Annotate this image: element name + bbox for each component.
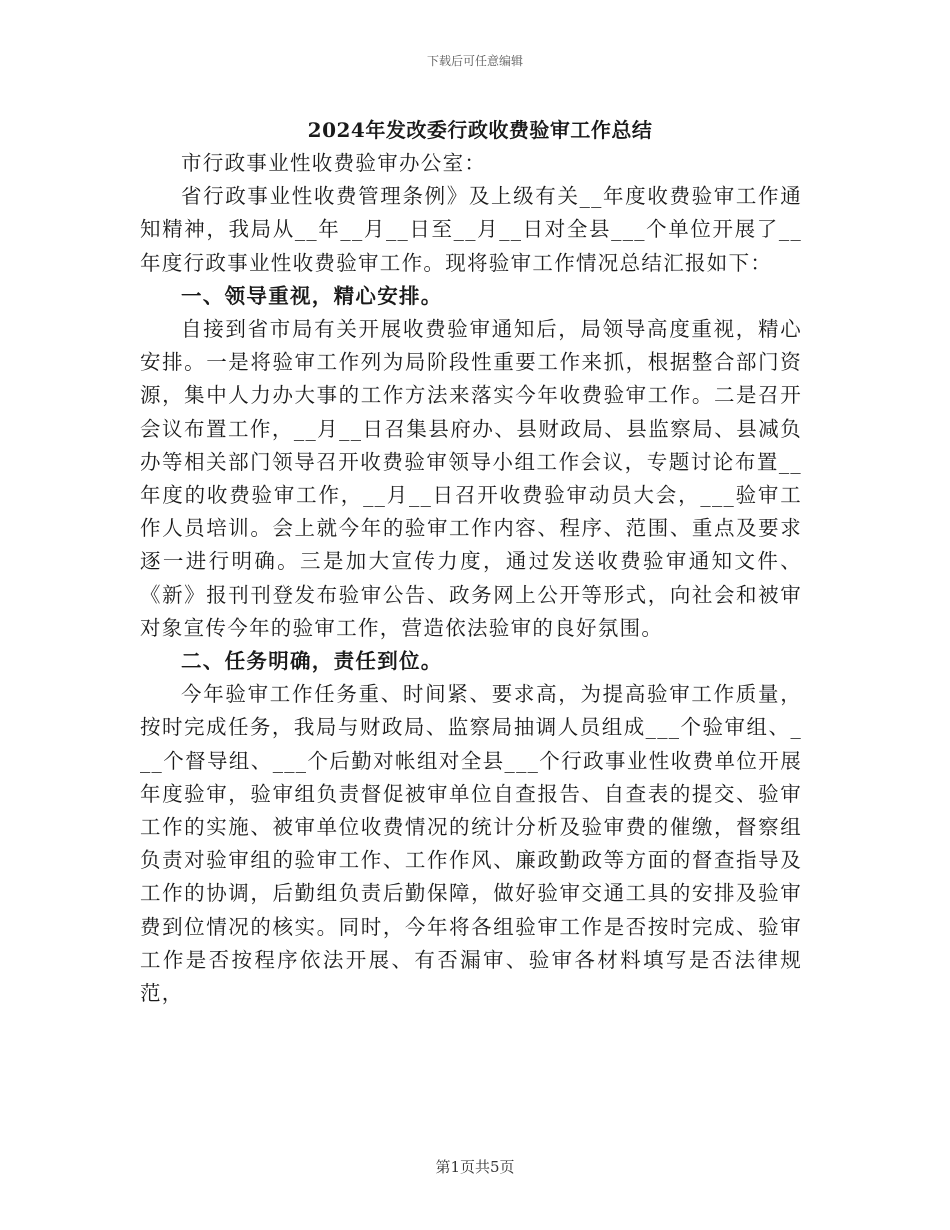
section-2-paragraph: 今年验审工作任务重、时间紧、要求高，为提高验审工作质量，按时完成任务，我局与财政局、监察局抽调人员组成___个验审组、___个督导组、___个后勤对帐组对全县___个行政事业性收费单位开展年度验审，验审组负责督促被审单位自查报告、自查表的提交、验审工作的实施、被审单位收费情况的统计分析及验审费的催缴，督察组负责对验审组的验审工作、工作作风、廉政勤政等方面的督查指导及工作的协调，后勤组负责后勤保障，做好验审交通工具的安排及验审费到位情况的核实。同时，今年将各组验审工作是否按时完成、验审工作是否按程序依法开展、有否漏审、验审各材料填写是否法律规范，	[140, 682, 802, 1006]
addressee-line: 市行政事业性收费验审办公室：	[181, 151, 487, 175]
section-heading-2: 二、任务明确，责任到位。	[181, 649, 443, 674]
document-title: 2024年发改委行政收费验审工作总结	[307, 118, 653, 142]
page-number: 第1页共5页	[435, 1158, 515, 1176]
section-heading-1: 一、领导重视，精心安排。	[181, 283, 443, 308]
page-header-note: 下载后可任意编辑	[426, 54, 523, 68]
section-1-paragraph: 自接到省市局有关开展收费验审通知后，局领导高度重视，精心安排。一是将验审工作列为局阶段性重要工作来抓，根据整合部门资源，集中人力办大事的工作方法来落实今年收费验审工作。二是召开会议布置工作，__月__日召集县府办、县财政局、县监察局、县减负办等相关部门领导召开收费验审领导小组工作会议，专题讨论布置__年度的收费验审工作，__月__日召开收费验审动员大会，___验审工作人员培训。会上就今年的验审工作内容、程序、范围、重点及要求逐一进行明确。三是加大宣传力度，通过发送收费验审通知文件、《新》报刊刊登发布验审公告、政务网上公开等形式，向社会和被审对象宣传今年的验审工作，营造依法验审的良好氛围。	[140, 317, 802, 640]
intro-paragraph: 省行政事业性收费管理条例》及上级有关__年度收费验审工作通知精神，我局从__年__月__日至__月__日对全县___个单位开展了__年度行政事业性收费验审工作。现将验审工作情况总结汇报如下：	[140, 184, 802, 275]
document-body	[140, 113, 802, 1010]
